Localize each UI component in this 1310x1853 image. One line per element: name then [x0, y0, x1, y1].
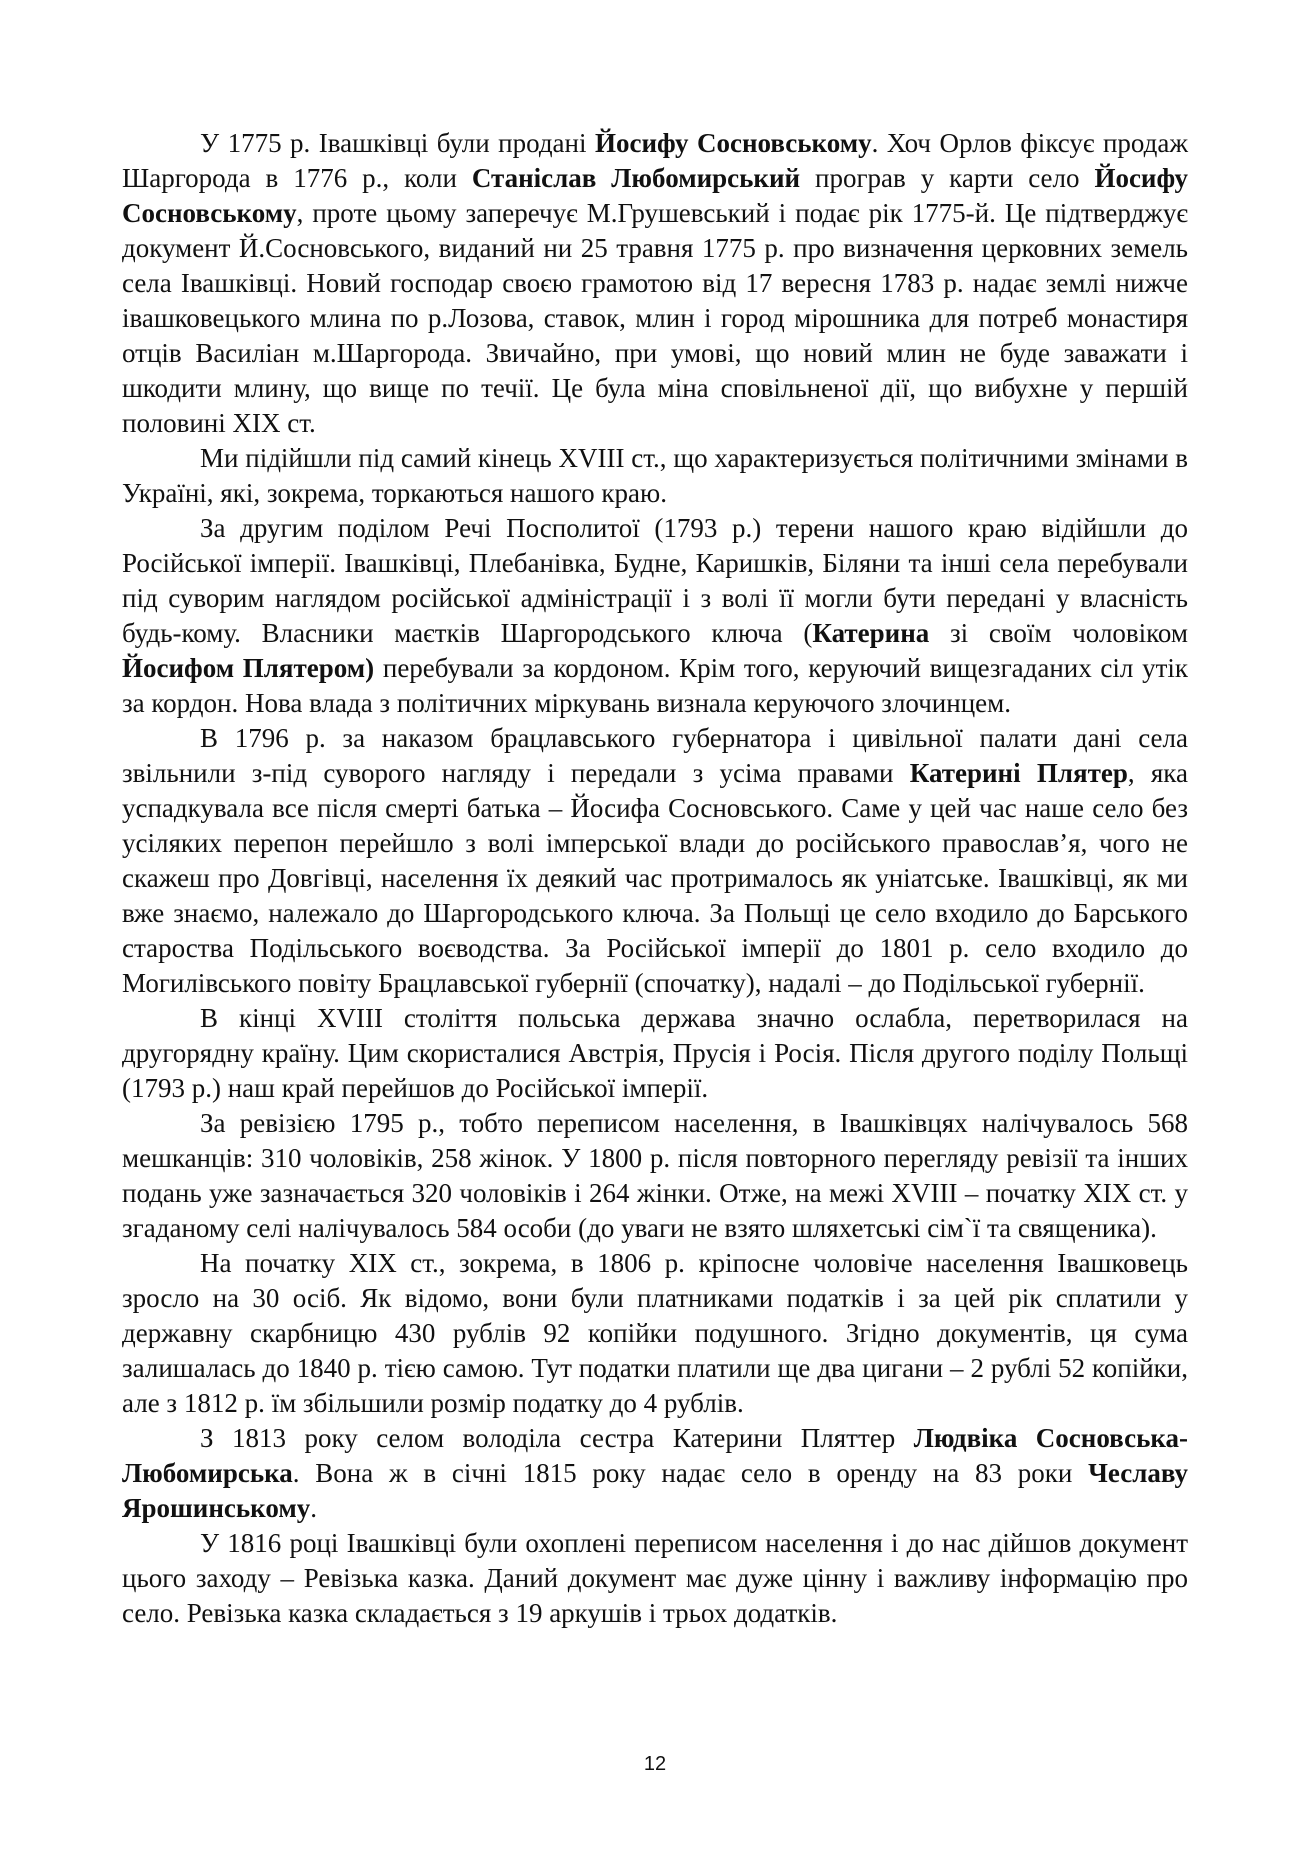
paragraph	[122, 1246, 1188, 1421]
text-segment: В кінці ХVІІІ століття польська держава значно ослабла, перетворилася на другорядну країну. Цим скористалися Австрія, Прусія і Росія. Після другого поділу Польщі (1793 р.) наш край перейшов до Російської імперії.	[122, 1003, 1188, 1103]
text-segment: . Вона ж в січні 1815 року надає село в оренду на 83 роки	[292, 1458, 1089, 1488]
text-segment: В 1796 р. за наказом брацлавського губернатора і цивільної палати дані села звільнили з-під суворого нагляду і передали з усіма правами	[122, 723, 1188, 788]
paragraph	[122, 1526, 1188, 1631]
bold-text-segment: Людвіка Сосновська-Любомирська	[122, 1423, 1188, 1488]
text-segment: За другим поділом Речі Посполитої (1793 р.) терени нашого краю відійшли до Російської імперії. Івашківці, Плебанівка, Будне, Каришків, Біляни та інші села перебували під суворим наглядом російської адміністрації і з волі її могли бути передані у власність будь-кому. Власники маєтків Шаргородського ключа (	[122, 513, 1188, 648]
text-segment: Ми підійшли під самий кінець ХVІІІ ст., що характеризується політичними змінами в Україні, які, зокрема, торкаються нашого краю.	[122, 443, 1188, 508]
document-body	[122, 126, 1188, 1631]
bold-text-segment: Йосифом Плятером)	[122, 653, 375, 683]
text-segment: За ревізією 1795 р., тобто переписом населення, в Івашківцях налічувалось 568 мешканців: 310 чоловіків, 258 жінок. У 1800 р. після повторного перегляду ревізії та інших подань уже зазначається 320 чоловіків і 264 жінки. Отже, на межі ХVІІІ – початку ХІХ ст. у згаданому селі налічувалось 584 особи (до уваги не взято шляхетські сім`ї та священика).	[122, 1108, 1188, 1243]
paragraph	[122, 126, 1188, 441]
bold-text-segment: Станіслав Любомирський	[471, 163, 801, 193]
text-segment: .	[310, 1493, 318, 1523]
text-segment: У 1816 році Івашківці були охоплені переписом населення і до нас дійшов документ цього заходу – Ревізька казка. Даний документ має дуже цінну і важливу інформацію про село. Ревізька казка складається з 19 аркушів і трьох додатків.	[122, 1528, 1188, 1628]
bold-text-segment: Катерина	[812, 618, 930, 648]
paragraph	[122, 1421, 1188, 1526]
text-segment: , яка успадкувала все після смерті батька – Йосифа Сосновського. Саме у цей час наше село без усіляких перепон перейшло з волі імперської влади до російського православ’я, чого не скажеш про Довгівці, населення їх деякий час протрималось як уніатське. Івашківці, як ми вже знаємо, належало до Шаргородського ключа. За Польщі це село входило до Барського староства Подільського воєводства. За Російської імперії до 1801 р. село входило до Могилівського повіту Брацлавської губернії (спочатку), надалі – до Подільської губернії.	[122, 758, 1188, 998]
text-segment: . Хоч Орлов фіксує продаж Шаргорода в 1776 р., коли	[122, 128, 1188, 193]
paragraph	[122, 441, 1188, 511]
bold-text-segment: Йосифу Сосновському	[122, 163, 1188, 228]
paragraph	[122, 721, 1188, 1001]
paragraph	[122, 1001, 1188, 1106]
text-segment: зі своїм чоловіком	[929, 618, 1188, 648]
text-segment: перебували за кордоном. Крім того, керуючий вищезгаданих сіл утік за кордон. Нова влада з політичних міркувань визнала керуючого злочинцем.	[122, 653, 1188, 718]
bold-text-segment: Чеславу Ярошинському	[122, 1458, 1188, 1523]
bold-text-segment: Йосифу Сосновському	[594, 128, 872, 158]
text-segment: На початку ХІХ ст., зокрема, в 1806 р. кріпосне чоловіче населення Івашковець зросло на 30 осіб. Як відомо, вони були платниками податків і за цей рік сплатили у державну скарбницю 430 рублів 92 копійки подушного. Згідно документів, ця сума залишалась до 1840 р. тією самою. Тут податки платили ще два цигани – 2 рублі 52 копійки, але з 1812 р. їм збільшили розмір податку до 4 рублів.	[122, 1248, 1188, 1418]
text-segment: У 1775 р. Івашківці були продані	[200, 128, 595, 158]
paragraph	[122, 511, 1188, 721]
page-number: 12	[643, 1753, 667, 1775]
text-segment: програв у карти село	[800, 163, 1095, 193]
text-segment: , проте цьому заперечує М.Грушевський і подає рік 1775-й. Це підтверджує документ Й.Сосновського, виданий ни 25 травня 1775 р. про визначення церковних земель села Івашківці. Новий господар своєю грамотою від 17 вересня 1783 р. надає землі нижче івашковецького млина по р.Лозова, ставок, млин і город мірошника для потреб монастиря отців Василіан м.Шаргорода. Звичайно, при умові, що новий млин не буде заважати і шкодити млину, що вище по течії. Це була міна сповільненої дії, що вибухне у першій половині ХІХ ст.	[122, 198, 1188, 438]
paragraph	[122, 1106, 1188, 1246]
bold-text-segment: Катерині Плятер	[909, 758, 1128, 788]
text-segment: З 1813 року селом володіла сестра Катерини Пляттер	[200, 1423, 914, 1453]
